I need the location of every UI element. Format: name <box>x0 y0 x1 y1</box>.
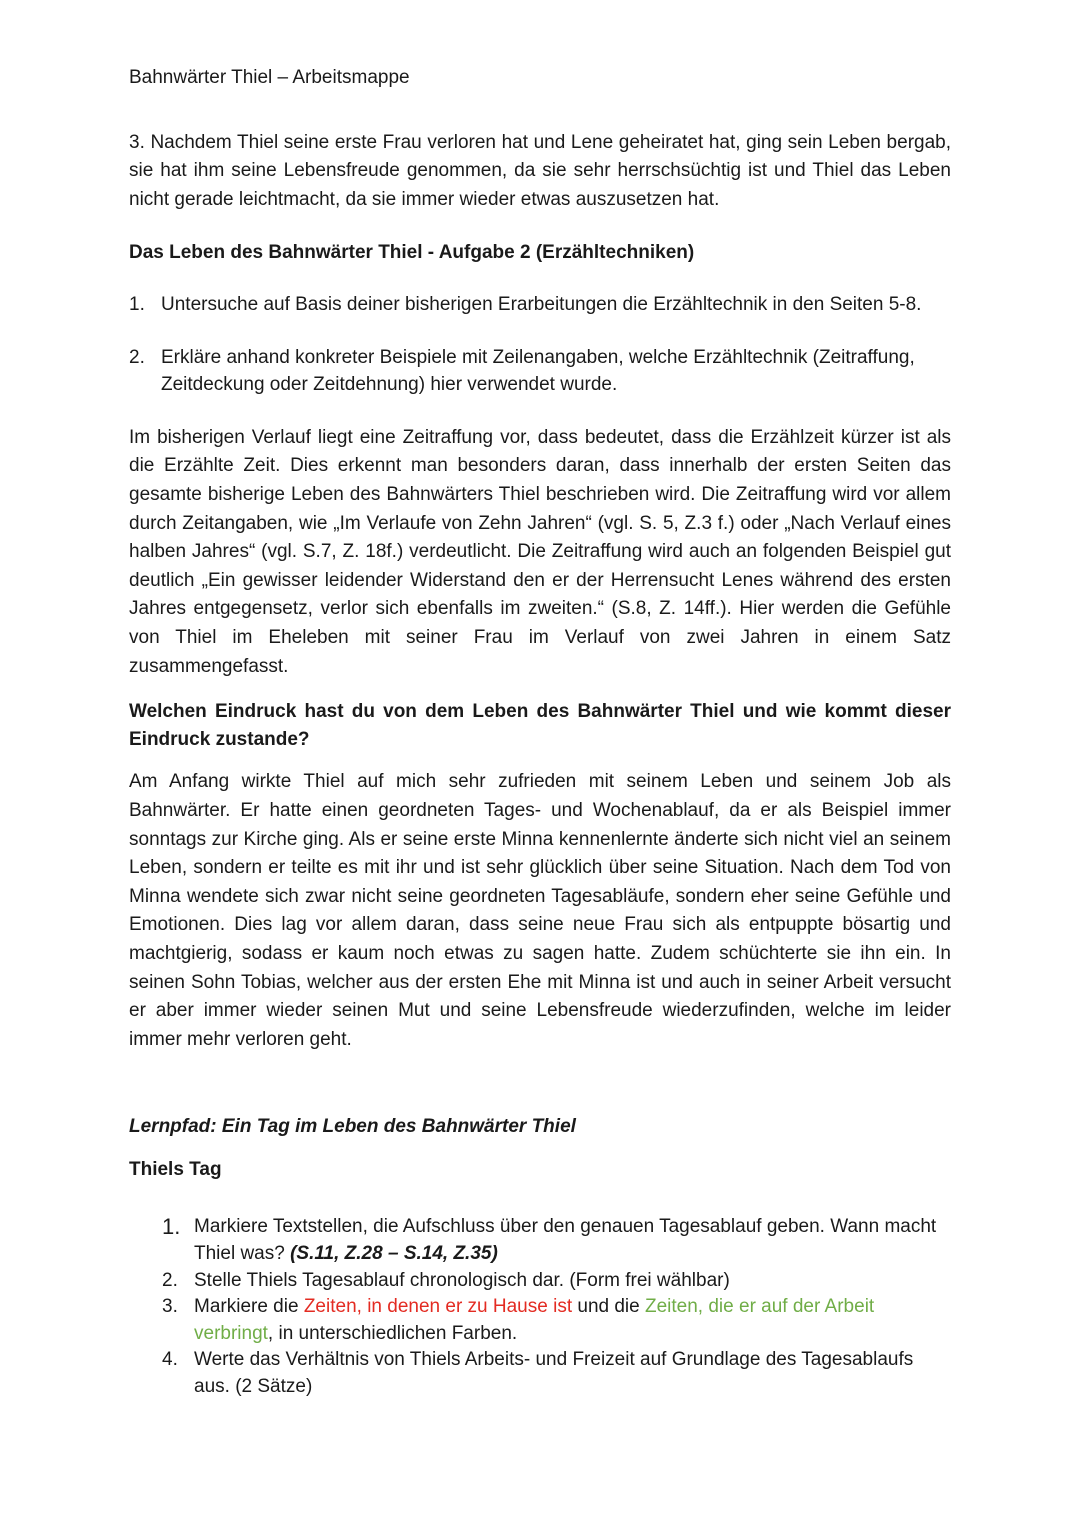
narrative-technique-answer: Im bisherigen Verlauf liegt eine Zeitraffung vor, dass bedeutet, dass die Erzählzeit kürzer ist als die Erzählte Zeit. Dies erkennt man besonders daran, dass innerhalb der ersten Seiten das gesamte bisherige Leben des Bahnwärters Thiel beschrieben wird. Die Zeitraffung wird vor allem durch Zeitangaben, wie „Im Verlaufe von Zehn Jahren“ (vgl. S. 5, Z.3 f.) oder „Nach Verlauf eines halben Jahres“ (vgl. S.7, Z. 18f.) verdeutlicht. Die Zeitraffung wird auch an folgenden Beispiel gut deutlich „Ein gewisser leidender Widerstand den er der Herrensucht Lenes während des ersten Jahres entgegensetz, verlor sich ebenfalls im zweiten.“ (S.8, Z. 14ff.). Hier werden die Gefühle von Thiel im Eheleben mit seiner Frau im Verlauf von zwei Jahren in einem Satz zusammengefasst. <box>129 426 951 677</box>
list-item <box>162 1347 951 1400</box>
item-number: 1. <box>129 294 145 316</box>
page-line-reference: (S.11, Z.28 – S.14, Z.35) <box>290 1242 498 1264</box>
home-time-highlight: Zeiten, in denen er zu Hause ist <box>303 1296 573 1318</box>
item-number: 3. <box>162 1296 178 1318</box>
list-item <box>162 1214 951 1267</box>
item-text: Werte das Verhältnis von Thiels Arbeits- und Freizeit auf Grundlage des Tagesablaufs aus. (2 Sätze) <box>194 1349 914 1397</box>
narrative-tasks-list <box>129 292 951 398</box>
item-text: Markiere die <box>194 1296 304 1318</box>
item-text: und die <box>572 1296 645 1318</box>
list-item <box>162 1294 951 1347</box>
item-number: 2. <box>129 347 145 369</box>
page-header: Bahnwärter Thiel – Arbeitsmappe <box>129 67 410 88</box>
work-time-highlight: Zeiten, die er auf der Arbeit verbringt <box>194 1296 875 1344</box>
daily-routine-tasks-list <box>162 1214 951 1400</box>
item-text: Erkläre anhand konkreter Beispiele mit Zeilenangaben, welche Erzähltechnik (Zeitraffung, Zeitdeckung oder Zeitdehnung) hier verwendet wurde. <box>161 347 915 395</box>
item-text: Untersuche auf Basis deiner bisherigen Erarbeitungen die Erzähltechnik in den Seiten 5-8. <box>161 294 922 316</box>
item-number: 2. <box>162 1269 178 1291</box>
item-text: , in unterschiedlichen Farben. <box>267 1322 518 1344</box>
impression-question-heading: Welchen Eindruck hast du von dem Leben des Bahnwärter Thiel und wie kommt dieser Eindruck zustande? <box>129 700 951 750</box>
learning-path-heading: Lernpfad: Ein Tag im Leben des Bahnwärter Thiel <box>129 1115 576 1137</box>
impression-answer: Am Anfang wirkte Thiel auf mich sehr zufrieden mit seinem Leben und seinem Job als Bahnwärter. Er hatte einen geordneten Tages- und Wochenablauf, da er als Beispiel immer sonntags zur Kirche ging. Als er seine erste Minna kennenlernte änderte sich nicht viel an seinem Leben, sondern er teilte es mit ihr und ist sehr glücklich über seine Situation. Nach dem Tod von Minna wendete sich zwar nicht seine geordneten Tagesabläufe, sondern eher seine Gefühle und Emotionen. Dies lag vor allem daran, dass seine neue Frau sich als entpuppte bösartig und machtgierig, sodass er kaum noch etwas zu sagen hatte. Zudem schüchterte sie ihn ein. In seinen Sohn Tobias, welcher aus der ersten Ehe mit Minna ist und auch in seiner Arbeit versucht er aber immer wieder seinen Mut und seine Lebensfreude wiederzufinden, welche im leider immer mehr verloren geht. <box>129 771 951 1050</box>
answer-3-paragraph: 3. Nachdem Thiel seine erste Frau verloren hat und Lene geheiratet hat, ging sein Leben bergab, sie hat ihm seine Lebensfreude genommen, da sie sehr herrschsüchtig ist und Thiel das Leben nicht gerade leichtmacht, da sie immer wieder etwas auszusetzen hat. <box>129 131 951 210</box>
item-number: 4. <box>162 1349 178 1371</box>
item-text: Markiere Textstellen, die Aufschluss über den genauen Tagesablauf geben. Wann macht Thiel was? <box>194 1216 937 1264</box>
thiels-tag-subheading: Thiels Tag <box>129 1158 222 1180</box>
task-heading-narrative-techniques: Das Leben des Bahnwärter Thiel - Aufgabe 2 (Erzähltechniken) <box>129 242 695 264</box>
list-item <box>129 345 951 398</box>
item-number: 1. <box>162 1214 181 1240</box>
list-item <box>129 292 951 345</box>
list-item <box>162 1268 951 1295</box>
item-text: Stelle Thiels Tagesablauf chronologisch dar. (Form frei wählbar) <box>194 1269 730 1291</box>
